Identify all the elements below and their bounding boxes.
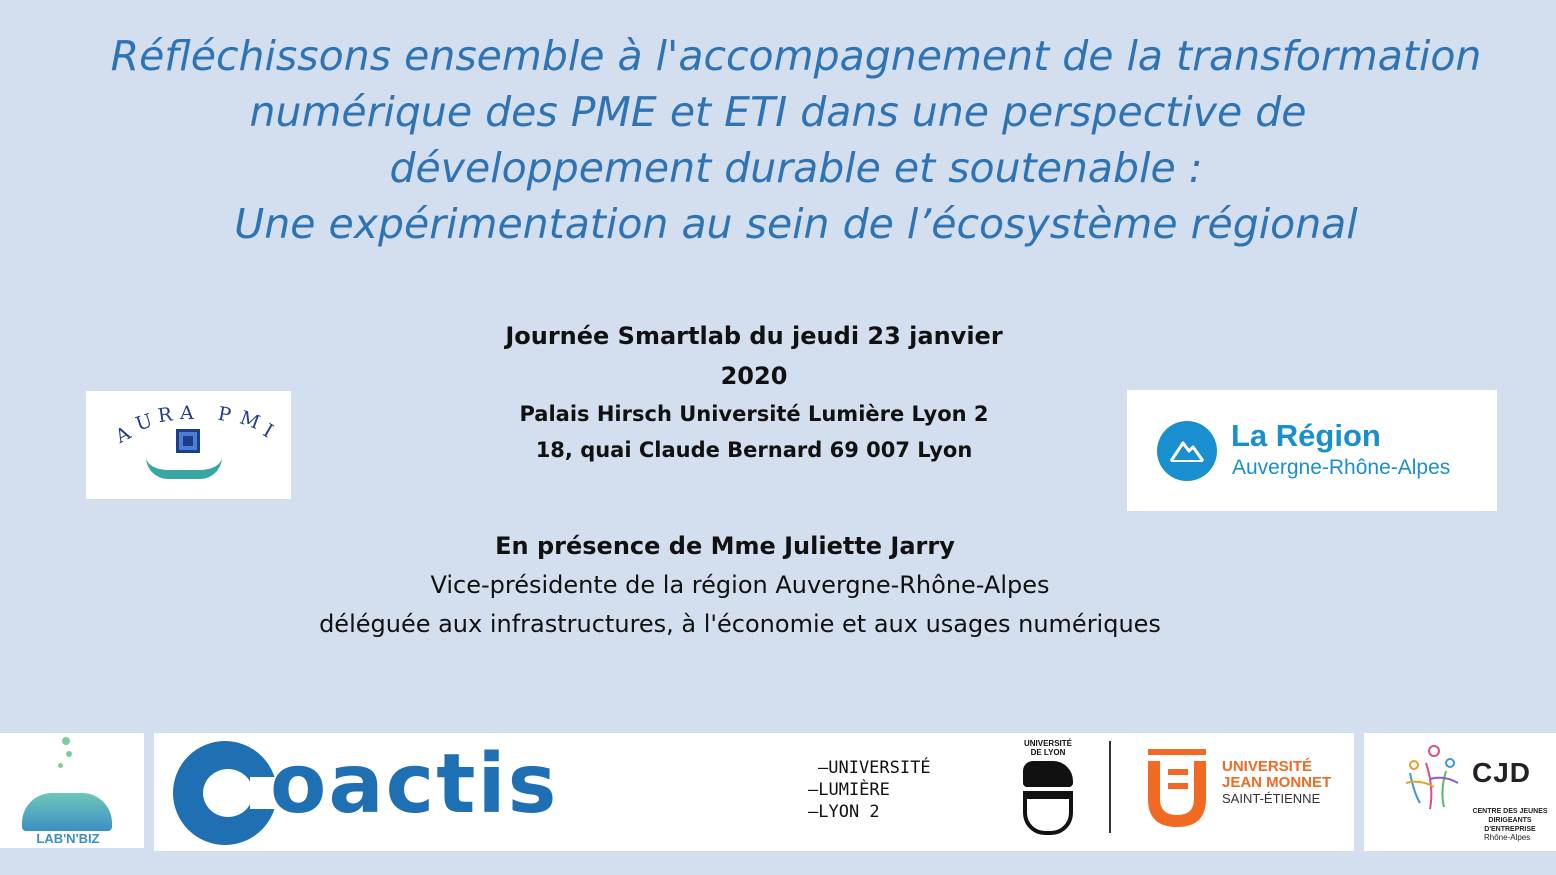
lyon2-line-1: —UNIVERSITÉ [818, 758, 931, 778]
chip-icon [176, 429, 200, 453]
cjd-logo [1364, 733, 1556, 851]
logo-divider [1109, 741, 1111, 833]
aura-pmi-wordmark: A U R A P M I [111, 402, 281, 448]
labnbiz-logo [0, 733, 144, 848]
ujm-line-1: UNIVERSITÉ [1222, 758, 1313, 775]
bubble-icon [66, 751, 72, 757]
presence-delegation: déléguée aux infrastructures, à l'économie et aux usages numériques [319, 610, 1161, 638]
title-line-3: développement durable et soutenable : [389, 144, 1203, 192]
ujm-emblem-icon [1144, 749, 1210, 829]
lyon2-line-3: —LYON 2 [808, 802, 880, 822]
ujm-logo [1222, 759, 1331, 807]
event-venue: Palais Hirsch Université Lumière Lyon 2 [519, 402, 989, 426]
cjd-region: Rhône-Alpes [1484, 833, 1531, 842]
event-info [470, 316, 1038, 468]
lyon2-line-2: —LUMIÈRE [808, 780, 890, 800]
title-line-2: numérique des PME et ETI dans une perspective de [249, 88, 1307, 136]
region-logo [1127, 390, 1497, 511]
ujm-line-3: SAINT-ÉTIENNE [1222, 791, 1321, 806]
title-line-4: Une expérimentation au sein de l’écosystème régional [234, 200, 1358, 248]
cjd-subtitle: CENTRE DES JEUNES DIRIGEANTS D'ENTREPRISE [1472, 808, 1548, 833]
presence-info [230, 526, 1250, 644]
cjd-wordmark: CJD [1472, 757, 1532, 788]
landscape-icon [22, 793, 112, 831]
partners-band [154, 733, 1354, 851]
lyon2-logo [808, 757, 978, 827]
coactis-wordmark: oactis [270, 737, 559, 832]
ujm-line-2: JEAN MONNET [1222, 774, 1332, 791]
event-address: 18, quai Claude Bernard 69 007 Lyon [535, 438, 973, 462]
slide-title [0, 28, 1556, 252]
labnbiz-wordmark: LAB'N'BIZ [36, 831, 100, 846]
mountain-icon [1157, 421, 1217, 481]
people-figures-icon [1400, 743, 1464, 823]
aura-pmi-logo [86, 391, 291, 499]
shield-icon [1023, 791, 1073, 835]
udl-wordmark: UNIVERSITÉ DE LYON [1023, 739, 1072, 757]
presence-role: Vice-présidente de la région Auvergne-Rhône-Alpes [430, 571, 1050, 599]
title-line-1: Réfléchissons ensemble à l'accompagnement de la transformation [110, 32, 1482, 80]
lion-icon [1023, 761, 1073, 787]
presence-guest: En présence de Mme Juliette Jarry [495, 532, 955, 560]
hand-icon [146, 457, 222, 479]
bubble-icon [62, 737, 70, 745]
bubble-icon [58, 763, 63, 768]
region-subtitle: Auvergne-Rhône-Alpes [1232, 456, 1451, 479]
universite-de-lyon-logo [1020, 739, 1076, 839]
region-name: La Région [1231, 418, 1381, 453]
event-date: Journée Smartlab du jeudi 23 janvier 2020 [505, 322, 1003, 390]
